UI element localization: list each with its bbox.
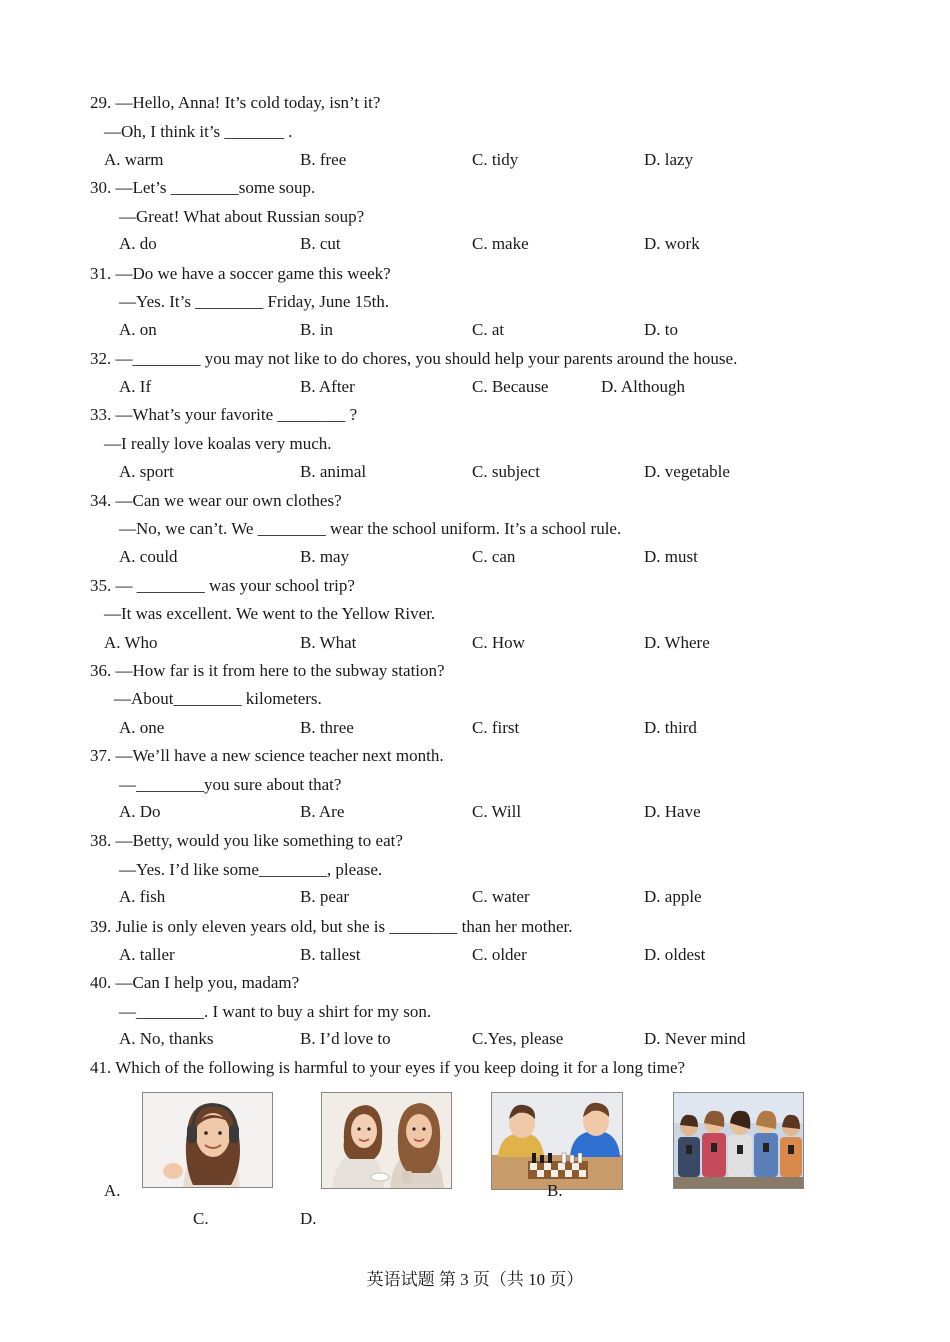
option-d[interactable]: D. Where [644,633,710,652]
photo-boys-playing-chess[interactable] [491,1092,623,1190]
option-a[interactable]: A. warm [104,150,164,169]
option-b[interactable]: B. What [300,633,357,652]
question-number: 32. [90,349,112,368]
option-a[interactable]: A. No, thanks [119,1029,214,1048]
option-c[interactable]: C. water [472,887,530,906]
option-a[interactable]: A. If [119,377,152,396]
question-41-prompt [90,1057,685,1079]
question-line: — ________ was your school trip? [115,576,355,595]
question-number: 41. [90,1058,112,1077]
option-d[interactable]: D. lazy [644,150,694,169]
picture-label-c: C. [193,1209,209,1228]
question-number: 35. [90,576,112,595]
question-38-reply: —Yes. I’d like some________, please. [119,860,383,879]
question-35-reply: —It was excellent. We went to the Yellow River. [104,604,436,623]
option-c[interactable]: C. first [472,718,520,737]
option-b[interactable]: B. animal [300,462,367,481]
picture-label-a: A. [104,1181,121,1200]
option-c[interactable]: C. make [472,234,529,253]
question-36-reply: —About________ kilometers. [114,689,322,708]
question-40-reply: —________. I want to buy a shirt for my son. [119,1002,432,1021]
option-c[interactable]: C. Will [472,802,522,821]
option-c[interactable]: C.Yes, please [472,1029,564,1048]
option-d[interactable]: D. Although [601,377,686,396]
option-b[interactable]: B. may [300,547,350,566]
question-number: 36. [90,661,112,680]
option-d[interactable]: D. vegetable [644,462,730,481]
question-number: 33. [90,405,112,424]
question-number: 37. [90,746,112,765]
option-c[interactable]: C. older [472,945,527,964]
option-b[interactable]: B. pear [300,887,350,906]
option-b[interactable]: B. tallest [300,945,361,964]
question-line: —Can I help you, madam? [115,973,300,992]
option-c[interactable]: C. at [472,320,505,339]
option-b[interactable]: B. After [300,377,355,396]
option-a[interactable]: A. could [119,547,178,566]
option-c[interactable]: C. tidy [472,150,519,169]
question-line: —Let’s ________some soup. [115,178,316,197]
question-33-prompt [90,404,357,426]
option-d[interactable]: D. apple [644,887,702,906]
question-line: —Do we have a soccer game this week? [115,264,391,283]
option-a[interactable]: A. do [119,234,157,253]
option-a[interactable]: A. sport [119,462,174,481]
question-36-prompt [90,660,445,682]
question-number: 39. [90,917,112,936]
question-35-prompt [90,575,355,597]
question-line: Which of the following is harmful to your eyes if you keep doing it for a long time? [115,1058,686,1077]
question-40-prompt [90,972,299,994]
option-a[interactable]: A. Who [104,633,158,652]
option-c[interactable]: C. Because [472,377,549,396]
question-31-reply: —Yes. It’s ________ Friday, June 15th. [119,292,390,311]
question-line: —Hello, Anna! It’s cold today, isn’t it? [115,93,381,112]
option-c[interactable]: C. subject [472,462,540,481]
photo-girl-with-headphones[interactable] [142,1092,273,1188]
question-line: —What’s your favorite ________ ? [115,405,358,424]
question-number: 30. [90,178,112,197]
question-number: 29. [90,93,112,112]
question-37-reply: —________you sure about that? [119,775,342,794]
option-a[interactable]: A. on [119,320,157,339]
option-c[interactable]: C. can [472,547,516,566]
option-d[interactable]: D. Have [644,802,701,821]
question-number: 34. [90,491,112,510]
question-31-prompt [90,263,391,285]
option-a[interactable]: A. one [119,718,165,737]
question-line: —Can we wear our own clothes? [115,491,342,510]
question-line: Julie is only eleven years old, but she is ________ than her mother. [115,917,573,936]
question-38-prompt [90,830,403,852]
question-number: 40. [90,973,112,992]
question-39-prompt [90,916,573,938]
question-30-prompt [90,177,315,199]
question-number: 31. [90,264,112,283]
option-b[interactable]: B. in [300,320,334,339]
option-a[interactable]: A. taller [119,945,175,964]
question-number: 38. [90,831,112,850]
page-footer [0,1269,950,1291]
option-b[interactable]: B. I’d love to [300,1029,391,1048]
question-32-prompt [90,348,737,370]
question-line: —How far is it from here to the subway station? [115,661,445,680]
photo-teens-using-phones[interactable] [673,1092,804,1189]
page-number-label: 英语试题 第 3 页（共 10 页） [366,1270,584,1289]
option-a[interactable]: A. fish [119,887,166,906]
picture-label-b: B. [547,1181,563,1200]
photo-two-girls-chatting[interactable] [321,1092,452,1189]
option-d[interactable]: D. Never mind [644,1029,746,1048]
option-a[interactable]: A. Do [119,802,161,821]
picture-label-d: D. [300,1209,317,1228]
option-b[interactable]: B. Are [300,802,345,821]
question-30-reply: —Great! What about Russian soup? [119,207,365,226]
question-29-prompt [90,92,380,114]
question-line: —Betty, would you like something to eat? [115,831,403,850]
question-line: —We’ll have a new science teacher next month. [115,746,444,765]
option-d[interactable]: D. oldest [644,945,706,964]
question-33-reply: —I really love koalas very much. [104,434,332,453]
option-d[interactable]: D. must [644,547,698,566]
question-29-reply: —Oh, I think it’s _______ . [104,122,293,141]
option-b[interactable]: B. cut [300,234,341,253]
option-b[interactable]: B. free [300,150,347,169]
question-line: —________ you may not like to do chores, you should help your parents around the house. [115,349,738,368]
question-34-reply: —No, we can’t. We ________ wear the school uniform. It’s a school rule. [119,519,622,538]
option-b[interactable]: B. three [300,718,354,737]
option-d[interactable]: D. third [644,718,697,737]
option-d[interactable]: D. work [644,234,700,253]
option-c[interactable]: C. How [472,633,525,652]
question-34-prompt [90,490,342,512]
question-37-prompt [90,745,444,767]
option-d[interactable]: D. to [644,320,678,339]
